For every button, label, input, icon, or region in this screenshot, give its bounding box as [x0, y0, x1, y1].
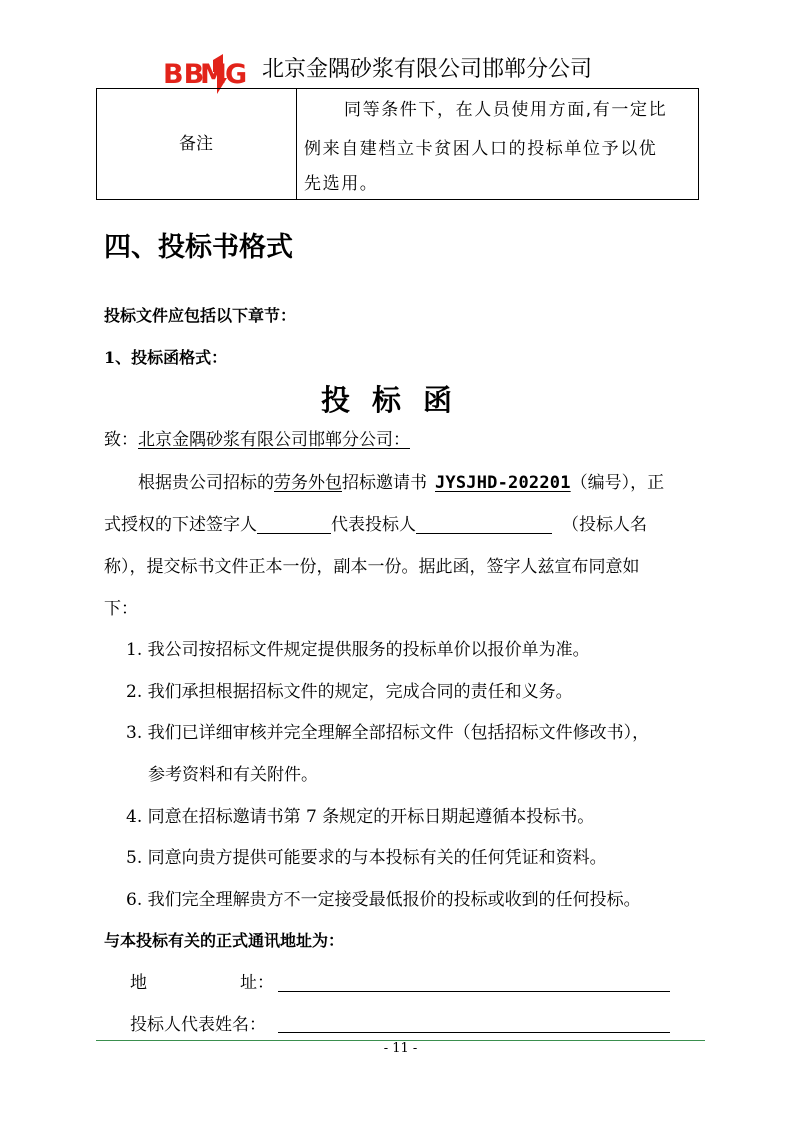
chapters-intro: 投标文件应包括以下章节： [104, 306, 297, 325]
item-3-continued: 参考资料和有关附件。 [148, 765, 318, 785]
para1-text2: 招标邀请书 [342, 473, 427, 493]
page-number: - 11 - [383, 1041, 418, 1056]
letter-title: 投标函 [320, 383, 474, 417]
remark-label: 备注 [179, 134, 213, 154]
item-6: 6. 我们完全理解贵方不一定接受最低报价的投标或收到的任何投标。 [126, 890, 641, 910]
para1-line2-a: 式授权的下述签字人 [104, 515, 257, 535]
representative-label: 投标人代表姓名： [130, 1015, 266, 1035]
para1-line2-b: 代表投标人 [331, 515, 416, 535]
bid-code: JYSJHD-202201 [435, 473, 571, 493]
para1-text3: （编号），正 [570, 473, 665, 493]
item-1: 1. 我公司按招标文件规定提供服务的投标单价以报价单为准。 [126, 640, 590, 660]
remark-line-1: 同等条件下，在人员使用方面,有一定比 [344, 100, 668, 120]
para1-line3: 称），提交标书文件正本一份，副本一份。据此函，签字人兹宣布同意如 [104, 557, 640, 577]
address-field-line [278, 991, 670, 992]
remark-line-2: 例来自建档立卡贫困人口的投标单位予以优 [304, 139, 658, 159]
remark-line-3: 先选用。 [304, 174, 379, 194]
para1-line4: 下： [104, 599, 138, 619]
item-2: 2. 我们承担根据招标文件的规定，完成合同的责任和义务。 [126, 682, 573, 702]
bidder-blank [416, 513, 552, 534]
logo-text-bb: BB [163, 59, 205, 90]
address-label-b: 址： [240, 973, 274, 993]
item-3: 3. 我们已详细审核并完全理解全部招标文件（包括招标文件修改书）， [126, 723, 650, 743]
project-name: 劳务外包 [274, 473, 342, 493]
addressee-prefix: 致： [104, 430, 138, 450]
company-name: 北京金隅砂浆有限公司邯郸分公司 [262, 57, 593, 82]
contact-heading: 与本投标有关的正式通讯地址为： [104, 931, 345, 950]
item-4: 4. 同意在招标邀请书第 7 条规定的开标日期起遵循本投标书。 [126, 807, 595, 827]
logo-text-g: G [225, 59, 248, 90]
addressee-line [104, 427, 410, 453]
para1-line1 [138, 470, 664, 496]
address-label-a: 地 [130, 973, 147, 993]
signatory-blank [257, 513, 331, 534]
para1-text1: 根据贵公司招标的 [138, 473, 274, 493]
letter-format-heading: 1、投标函格式： [104, 348, 228, 367]
para1-line2 [104, 512, 647, 538]
item-5: 5. 同意向贵方提供可能要求的与本投标有关的任何凭证和资料。 [126, 848, 607, 868]
addressee-company: 北京金隅砂浆有限公司邯郸分公司： [138, 430, 410, 450]
section-title: 四、投标书格式 [104, 232, 293, 263]
logo-text-m: M [200, 59, 227, 90]
representative-field-line [278, 1032, 670, 1033]
para1-line2-c: （投标人名 [562, 515, 647, 535]
remark-table-divider [296, 88, 297, 200]
